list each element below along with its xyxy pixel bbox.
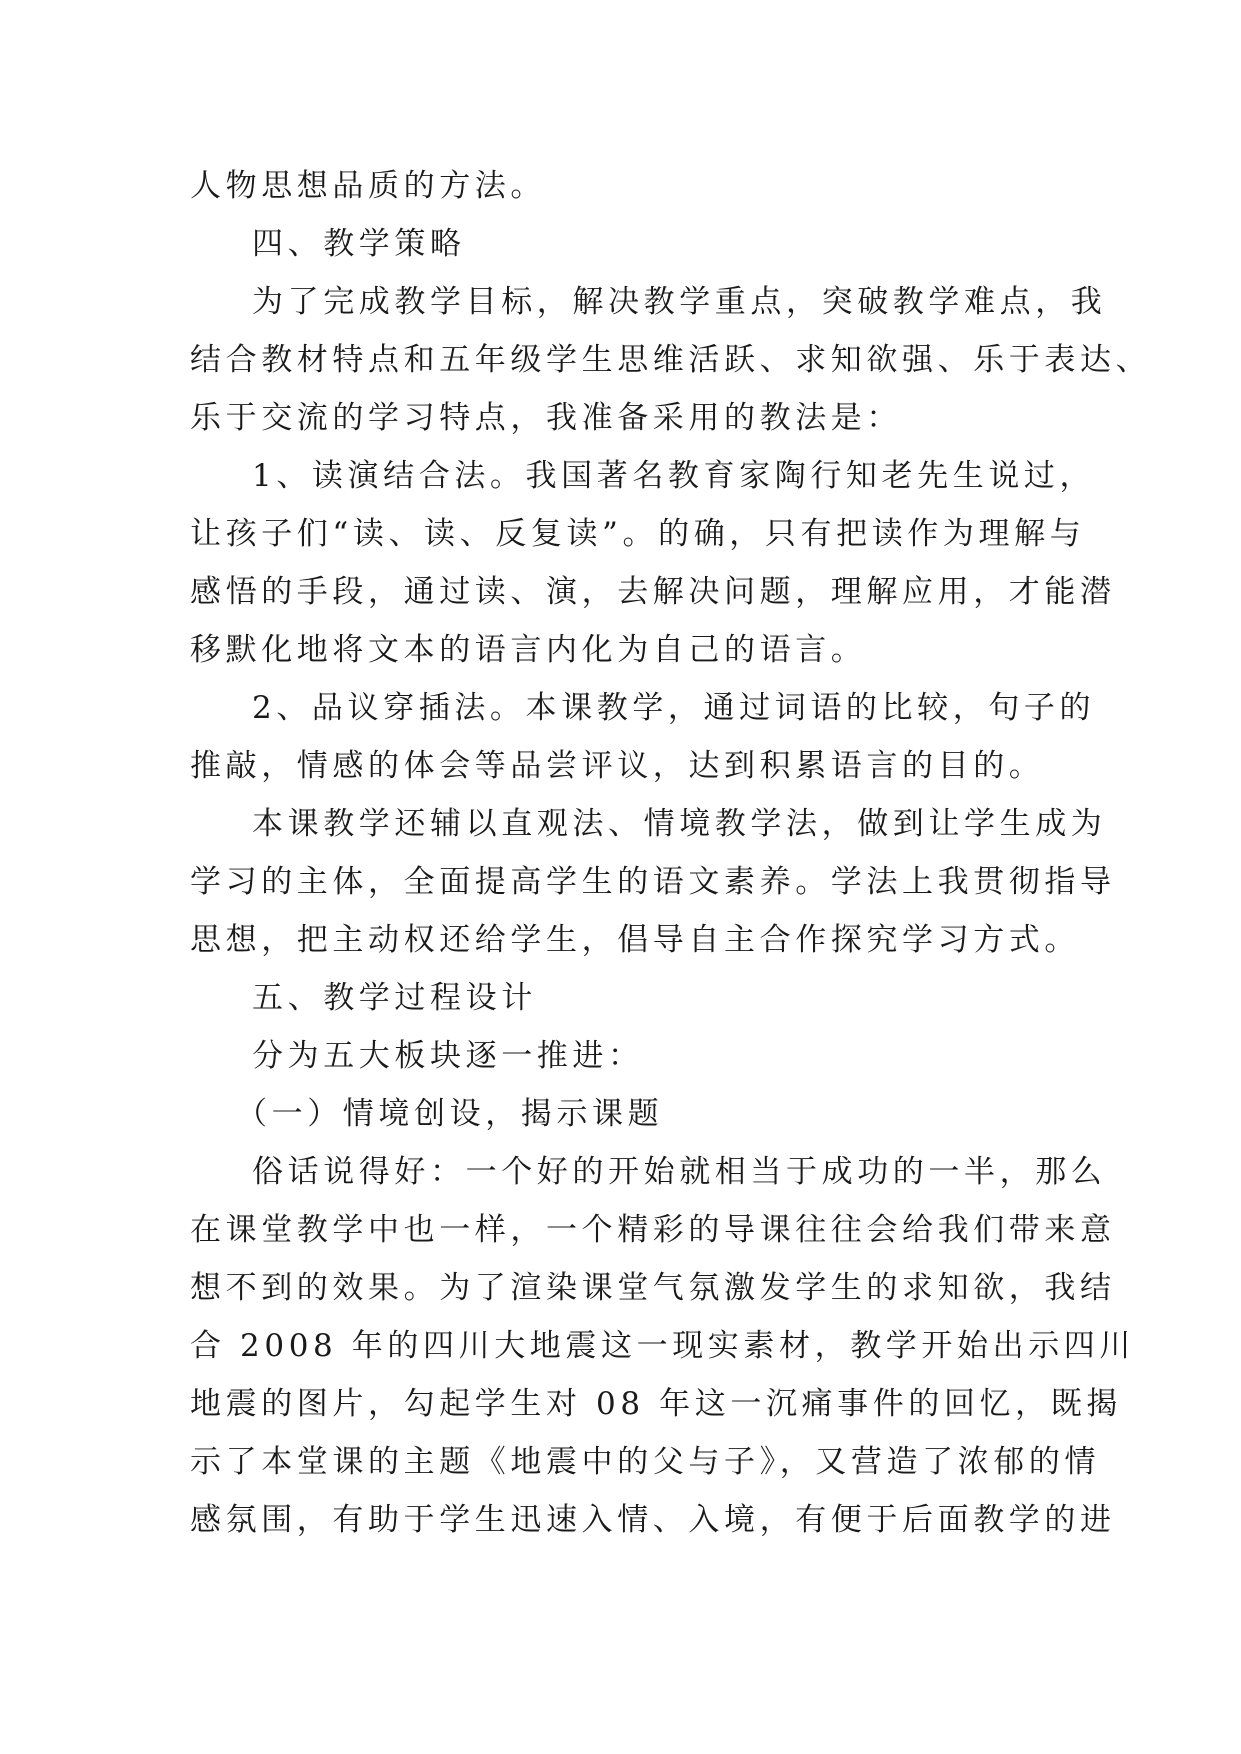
text-line: 感氛围，有助于学生迅速入情、入境，有便于后面教学的进 [190,1502,1116,1538]
text-line: 移默化地将文本的语言内化为自己的语言。 [190,632,867,668]
text-line: 为了完成教学目标，解决教学重点，突破教学难点，我 [252,284,1107,320]
section-heading: 四、教学策略 [252,226,466,262]
text-line: 在课堂教学中也一样，一个精彩的导课往往会给我们带来意 [190,1212,1116,1248]
text-line: 乐于交流的学习特点，我准备采用的教法是： [190,400,902,436]
text-line: 推敲，情感的体会等品尝评议，达到积累语言的目的。 [190,748,1045,784]
text-line: 人物思想品质的方法。 [190,168,546,204]
text-line: 1、读演结合法。我国著名教育家陶行知老先生说过， [252,458,1096,494]
text-line: 合 2008 年的四川大地震这一现实素材，教学开始出示四川 [190,1328,1135,1364]
text-line: 让孩子们“读、读、反复读”。的确，只有把读作为理解与 [190,516,1086,552]
section-heading: 五、教学过程设计 [252,980,537,1016]
text-line: 本课教学还辅以直观法、情境教学法，做到让学生成为 [252,806,1107,842]
text-line: 学习的主体，全面提高学生的语文素养。学法上我贯彻指导 [190,864,1116,900]
text-line: 结合教材特点和五年级学生思维活跃、求知欲强、乐于表达、 [190,342,1152,378]
subsection-heading: （一）情境创设，揭示课题 [236,1096,664,1132]
text-line: 地震的图片，勾起学生对 08 年这一沉痛事件的回忆，既揭 [190,1386,1122,1422]
text-line: 2、品议穿插法。本课教学，通过词语的比较，句子的 [252,690,1096,726]
text-line: 感悟的手段，通过读、演，去解决问题，理解应用，才能潜 [190,574,1116,610]
text-line: 分为五大板块逐一推进： [252,1038,644,1074]
text-line: 示了本堂课的主题《地震中的父与子》，又营造了浓郁的情 [190,1444,1101,1480]
text-line: 想不到的效果。为了渲染课堂气氛激发学生的求知欲，我结 [190,1270,1116,1306]
text-line: 俗话说得好：一个好的开始就相当于成功的一半，那么 [252,1154,1107,1190]
text-line: 思想，把主动权还给学生，倡导自主合作探究学习方式。 [190,922,1080,958]
